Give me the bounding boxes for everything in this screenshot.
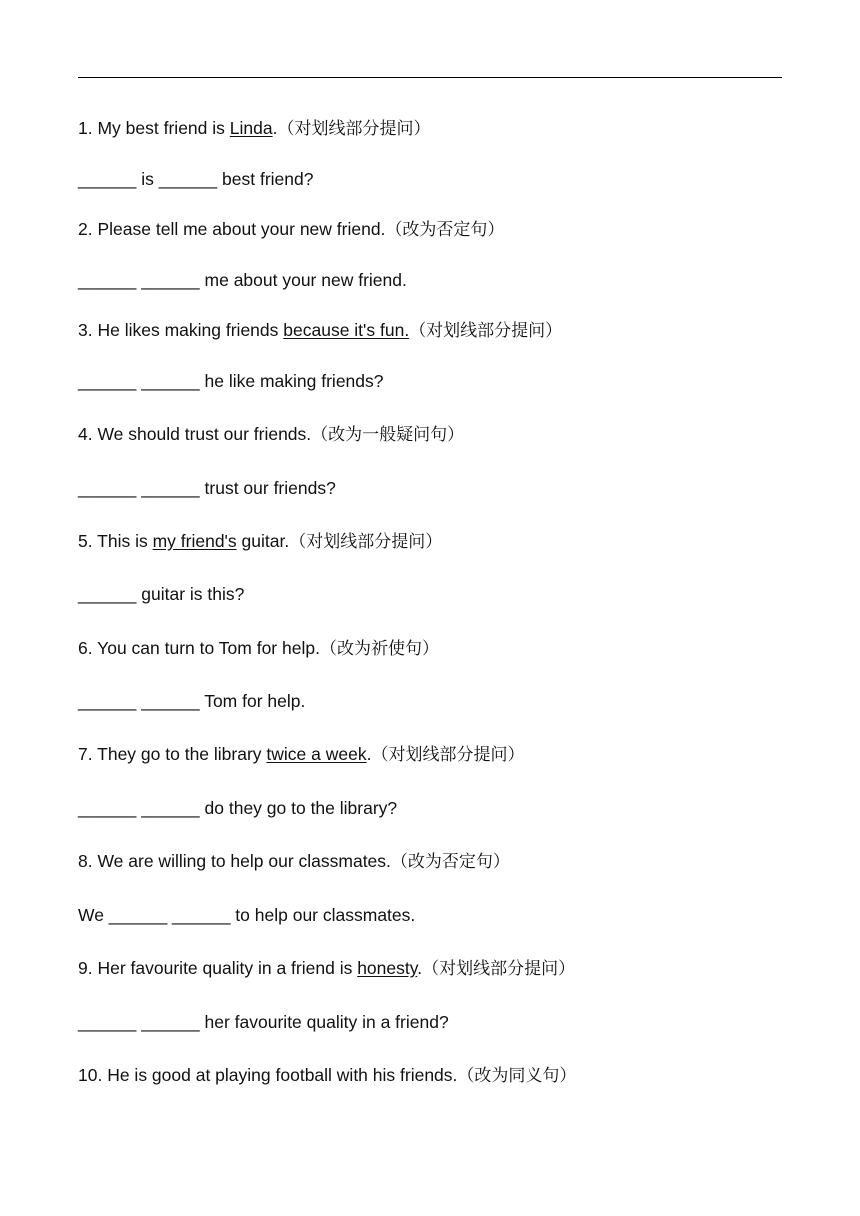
prompt-text: He is good at playing football with his friends.	[107, 1065, 458, 1085]
prompt-text: You can turn to Tom for help.	[97, 638, 320, 658]
prompt-text: Her favourite quality in a friend is	[97, 958, 358, 978]
prompt-text-after: .	[272, 118, 278, 138]
question-4	[78, 422, 464, 447]
answer-7: ______ ______ do they go to the library?	[78, 798, 398, 818]
question-9	[78, 956, 575, 981]
instruction-text: （对划线部分提问）	[409, 321, 563, 341]
instruction-text: （对划线部分提问）	[422, 959, 576, 979]
prompt-text-after: .	[366, 744, 372, 764]
question-number: 5.	[78, 531, 93, 551]
instruction-text: （改为祈使句）	[319, 639, 439, 659]
prompt-text: We should trust our friends.	[97, 424, 312, 444]
prompt-text: They go to the library	[97, 744, 267, 764]
question-number: 9.	[78, 958, 93, 978]
prompt-text: We are willing to help our classmates.	[97, 851, 391, 871]
question-number: 2.	[78, 219, 93, 239]
underlined-text: Linda	[229, 118, 273, 138]
instruction-text: （改为否定句）	[385, 220, 505, 240]
question-number: 4.	[78, 424, 93, 444]
prompt-text-after: .	[417, 958, 423, 978]
header-rule	[78, 77, 782, 78]
instruction-text: （改为同义句）	[457, 1066, 577, 1086]
question-8	[78, 849, 510, 874]
question-number: 8.	[78, 851, 93, 871]
question-number: 3.	[78, 320, 93, 340]
instruction-text: （改为一般疑问句）	[311, 425, 465, 445]
prompt-text: My best friend is	[97, 118, 230, 138]
underlined-text: honesty	[357, 958, 418, 978]
answer-9: ______ ______ her favourite quality in a friend?	[78, 1012, 449, 1032]
question-1	[78, 116, 430, 141]
answer-1: ______ is ______ best friend?	[78, 169, 314, 189]
question-number: 10.	[78, 1065, 103, 1085]
answer-4: ______ ______ trust our friends?	[78, 478, 336, 498]
question-number: 6.	[78, 638, 93, 658]
prompt-text: Please tell me about your new friend.	[97, 219, 386, 239]
answer-2: ______ ______ me about your new friend.	[78, 270, 407, 290]
underlined-text: because it's fun.	[283, 320, 410, 340]
answer-6: ______ ______ Tom for help.	[78, 691, 306, 711]
question-7	[78, 742, 524, 767]
instruction-text: （改为否定句）	[390, 852, 510, 872]
answer-8: We ______ ______ to help our classmates.	[78, 905, 416, 925]
answer-3: ______ ______ he like making friends?	[78, 371, 384, 391]
question-6	[78, 636, 439, 661]
underlined-text: my friend's	[152, 531, 237, 551]
underlined-text: twice a week	[266, 744, 367, 764]
question-5	[78, 529, 442, 554]
question-2	[78, 217, 504, 242]
instruction-text: （对划线部分提问）	[371, 745, 525, 765]
question-3	[78, 318, 562, 343]
question-10	[78, 1063, 576, 1088]
prompt-text: He likes making friends	[97, 320, 284, 340]
instruction-text: （对划线部分提问）	[277, 119, 431, 139]
question-number: 7.	[78, 744, 93, 764]
answer-5: ______ guitar is this?	[78, 584, 245, 604]
instruction-text: （对划线部分提问）	[289, 532, 443, 552]
question-number: 1.	[78, 118, 93, 138]
prompt-text-after: guitar.	[236, 531, 290, 551]
prompt-text: This is	[97, 531, 153, 551]
